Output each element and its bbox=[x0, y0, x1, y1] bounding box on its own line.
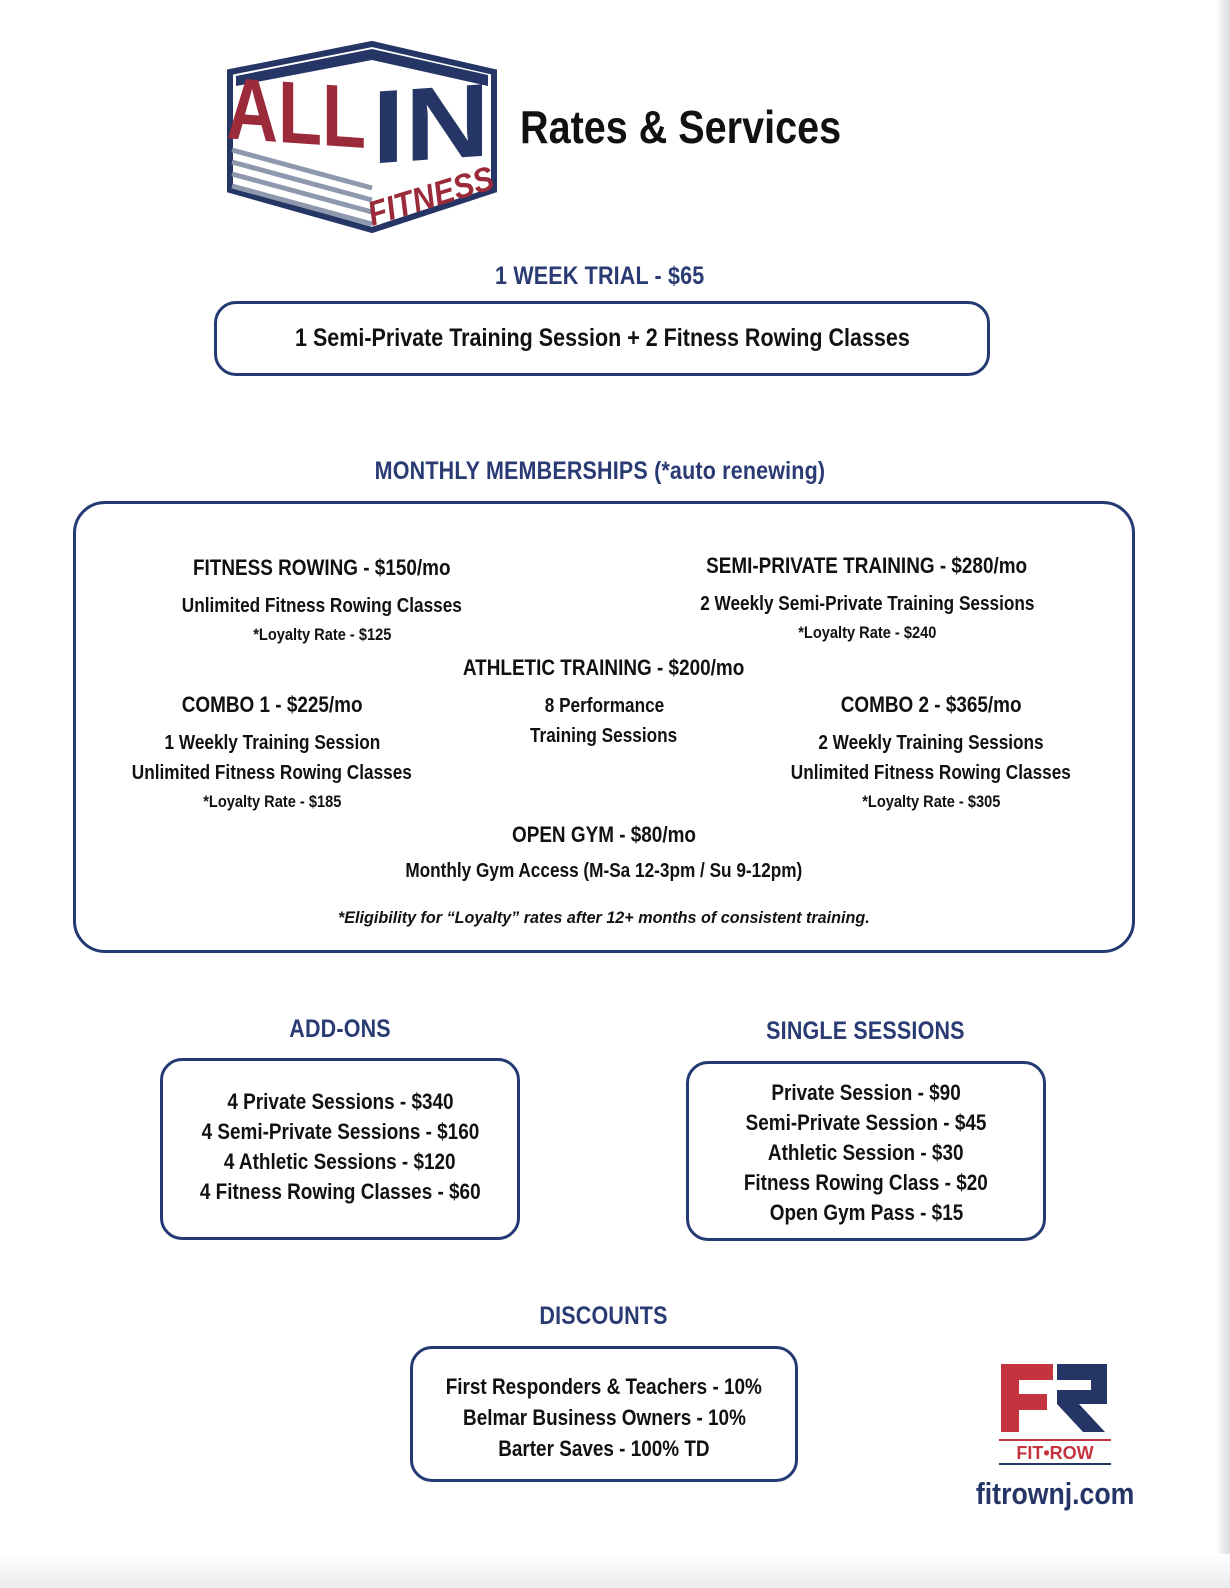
website-url[interactable]: fitrownj.com bbox=[975, 1476, 1135, 1511]
single-session-item: Fitness Rowing Class - $20 bbox=[744, 1170, 988, 1195]
addon-item: 4 Athletic Sessions - $120 bbox=[224, 1149, 456, 1174]
single-session-item: Open Gym Pass - $15 bbox=[769, 1200, 963, 1225]
membership-line: Unlimited Fitness Rowing Classes bbox=[790, 762, 1072, 784]
membership-semi-private bbox=[617, 553, 1117, 643]
membership-title: FITNESS ROWING - $150/mo bbox=[193, 555, 451, 580]
membership-line: Unlimited Fitness Rowing Classes bbox=[131, 762, 413, 784]
loyalty-rate: *Loyalty Rate - $185 bbox=[202, 792, 342, 811]
addons-heading: ADD-ONS bbox=[289, 1015, 391, 1043]
membership-fitness-rowing bbox=[122, 555, 522, 645]
membership-title: COMBO 2 - $365/mo bbox=[840, 692, 1022, 717]
page-title: Rates & Services bbox=[520, 101, 842, 153]
logo-text-fitness: FITNESS bbox=[363, 155, 512, 234]
loyalty-rate: *Loyalty Rate - $305 bbox=[861, 792, 1001, 811]
single-session-item: Semi-Private Session - $45 bbox=[745, 1110, 987, 1135]
membership-line: 2 Weekly Semi-Private Training Sessions bbox=[699, 593, 1035, 615]
loyalty-rate: *Loyalty Rate - $240 bbox=[797, 623, 937, 642]
trial-heading: 1 WEEK TRIAL - $65 bbox=[495, 262, 705, 290]
membership-line: 8 Performance bbox=[544, 695, 664, 717]
addon-item: 4 Semi-Private Sessions - $160 bbox=[201, 1119, 479, 1144]
discount-item: Belmar Business Owners - 10% bbox=[462, 1405, 746, 1430]
single-sessions-box bbox=[686, 1061, 1046, 1241]
discount-item: First Responders & Teachers - 10% bbox=[445, 1374, 763, 1399]
single-session-item: Athletic Session - $30 bbox=[768, 1140, 964, 1165]
page-edge-shadow bbox=[1216, 0, 1230, 1588]
all-in-fitness-logo bbox=[222, 40, 512, 235]
page-bottom-shadow bbox=[0, 1554, 1230, 1588]
discounts-box bbox=[410, 1346, 798, 1482]
logo-text-all: ALL bbox=[226, 58, 398, 170]
memberships-heading: MONTHLY MEMBERSHIPS (*auto renewing) bbox=[374, 457, 826, 485]
single-sessions-heading: SINGLE SESSIONS bbox=[765, 1017, 965, 1045]
membership-title: COMBO 1 - $225/mo bbox=[181, 692, 363, 717]
membership-line: Training Sessions bbox=[530, 725, 678, 747]
addon-item: 4 Fitness Rowing Classes - $60 bbox=[199, 1179, 481, 1204]
membership-line: 2 Weekly Training Sessions bbox=[818, 732, 1044, 754]
membership-open-gym bbox=[304, 822, 904, 883]
logo-text-in: IN bbox=[372, 63, 476, 187]
trial-box bbox=[214, 301, 990, 376]
membership-line: 1 Weekly Training Session bbox=[164, 732, 380, 754]
membership-line: Unlimited Fitness Rowing Classes bbox=[181, 595, 463, 617]
membership-combo2 bbox=[731, 692, 1131, 812]
loyalty-footnote: *Eligibility for “Loyalty” rates after 12+ months of consistent training. bbox=[338, 908, 870, 927]
membership-title: ATHLETIC TRAINING - $200/mo bbox=[463, 655, 745, 680]
trial-details: 1 Semi-Private Training Session + 2 Fitness Rowing Classes bbox=[294, 324, 910, 352]
membership-title: OPEN GYM - $80/mo bbox=[511, 822, 696, 847]
membership-title: SEMI-PRIVATE TRAINING - $280/mo bbox=[706, 553, 1028, 578]
loyalty-rate: *Loyalty Rate - $125 bbox=[252, 625, 392, 644]
discount-item: Barter Saves - 100% TD bbox=[498, 1436, 710, 1461]
addon-item: 4 Private Sessions - $340 bbox=[226, 1089, 454, 1114]
fitrow-logo bbox=[995, 1360, 1115, 1470]
fitrow-logo-text: FIT•ROW bbox=[1016, 1443, 1094, 1463]
addons-box bbox=[160, 1058, 520, 1240]
membership-combo1 bbox=[72, 692, 472, 812]
membership-line: Monthly Gym Access (M-Sa 12-3pm / Su 9-12pm) bbox=[405, 860, 803, 882]
single-session-item: Private Session - $90 bbox=[771, 1080, 961, 1105]
discounts-heading: DISCOUNTS bbox=[539, 1302, 669, 1330]
